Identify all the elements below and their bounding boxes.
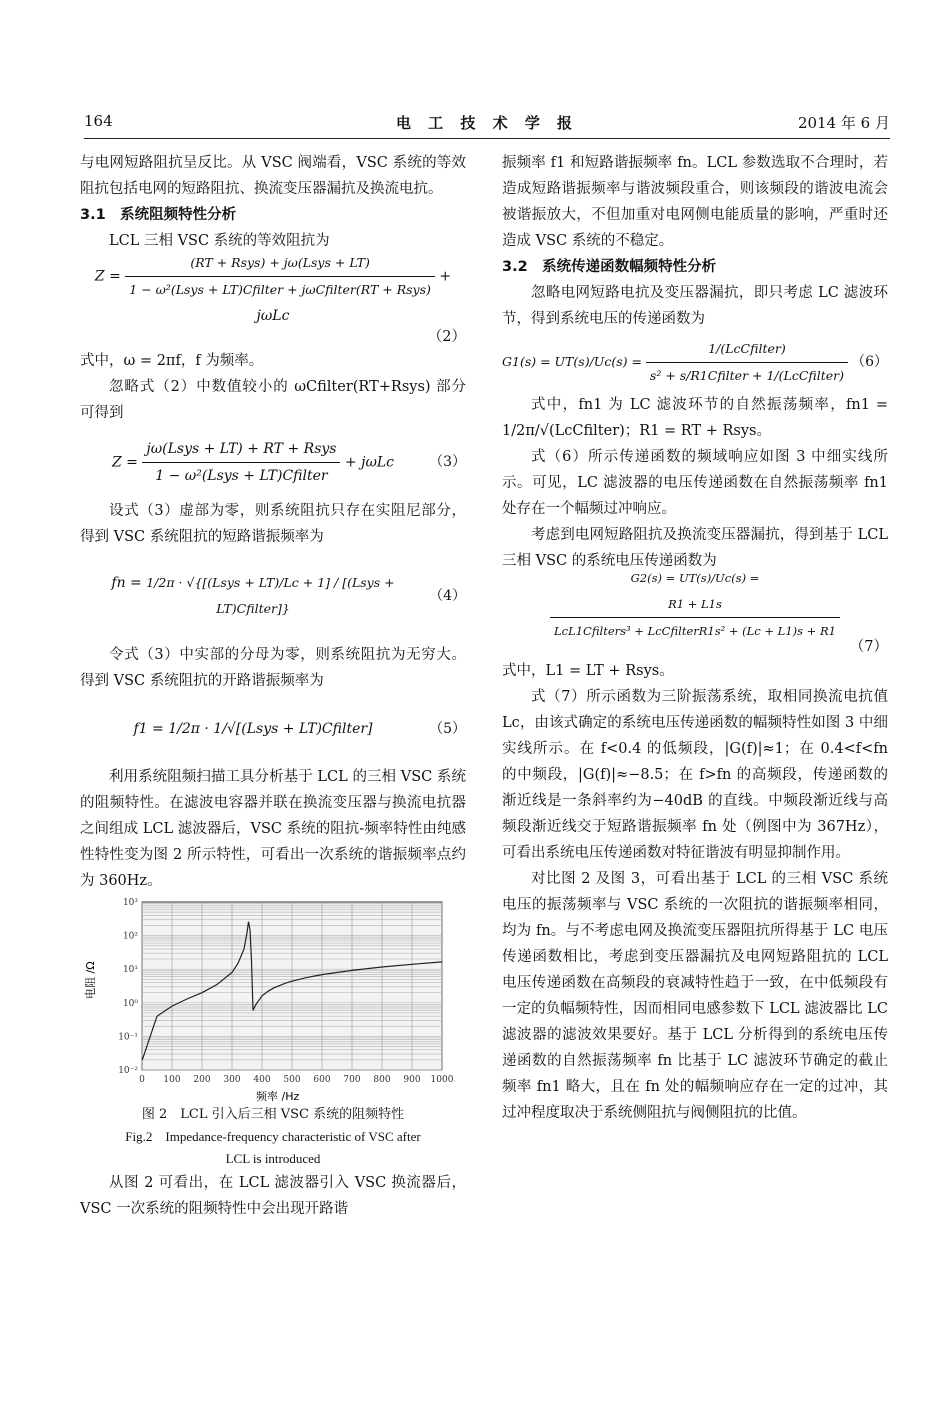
equation-7: G2(s) = UT(s)/Uc(s) = $\frac{R1 + L1s}{\text{LcL1Cfilters³ + LcCfilterR1s² + (Lc + L1)s + R1}}$: [502, 574, 888, 634]
y-tick-label: 10³: [122, 898, 138, 908]
x-tick-label: 1000: [430, 1075, 454, 1085]
y-tick-label: 10⁻¹: [118, 1032, 138, 1043]
paragraph: 忽略电网短路电抗及变压器漏抗，即只考虑 LC 滤波环节，得到系统电压的传递函数为: [502, 285, 888, 327]
section-heading-3-1: 3.1 系统阻频特性分析: [80, 207, 237, 223]
page-header: [84, 112, 890, 139]
paragraph: 振频率 f1 和短路谐振频率 fn。LCL 参数选取不合理时，若造成短路谐振频率与谐波频段重合，则该频段的谐波电流会被谐振放大，不但加重对电网侧电能质量的影响，严重时还造成 VSC 系统的不稳定。: [502, 155, 888, 249]
equation-6: G1(s) = UT(s)/Uc(s) = $\frac{\text{1/(LcCfilter)}}{\text{s² + s/R1Cfilter + 1/(LcCfilter)}}$ （6）: [502, 332, 888, 392]
paragraph: 忽略式（2）中数值较小的 ωCfilter(RT+Rsys) 部分可得到: [80, 379, 466, 421]
paragraph: 式中，ω = 2πf，f 为频率。: [80, 353, 264, 369]
left-column: [80, 150, 466, 1222]
y-tick-label: 10⁰: [122, 998, 138, 1009]
paragraph: 式中，fn1 为 LC 滤波环节的自然振荡频率，fn1 = 1/2π/√(LcCfilter)；R1 = RT + Rsys。: [502, 397, 888, 439]
paragraph: 对比图 2 及图 3，可看出基于 LCL 的三相 VSC 系统电压的振荡频率与 VSC 系统的一次阻抗的谐振频率相同，均为 fn。与不考虑电网及换流变压器阻抗所得基于 LC 电压传递函数相比，考虑到变压器漏抗及电网短路阻抗的 LCL 电压传递函数在高频段的衰减特性趋于一致，在中低频段有一定的负幅频特性，因而相同电感参数下 LCL 滤波器比 LC 滤波器的滤波效果要好。基于 LCL 分析得到的系统电压传递函数的自然振荡频率 fn 比基于 LC 滤波环节确定的截止频率 fn1 略大，且在 fn 处的幅频响应存在一定的过冲，其过冲程度取决于系统侧阻抗与阀侧阻抗的比值。: [502, 871, 888, 1121]
equation-4: fn = 1/2π · √{[(Lsys + LT)/Lc + 1] / [(Lsys + LT)Cfilter]} （4）: [111, 575, 466, 616]
right-column: [502, 150, 888, 1126]
x-tick-label: 100: [163, 1075, 181, 1085]
paragraph: 式（7）所示函数为三阶振荡系统，取相同换流电抗值 Lc，由该式确定的系统电压传递函数的幅频特性如图 3 中细实线所示。在 f<0.4 的低频段，|G(f)|≈1；在 0.4<f<fn 的中频段，|G(f)|≈−8.5；在 f>fn 的高频段，传递函数的渐近线是一条斜率约为−40dB 的直线。中频段渐近线与高频段渐近线交于短路谐振频率 fn 处（例图中为 367Hz），可看出系统电压传递函数对特征谐波有明显抑制作用。: [502, 689, 888, 861]
paragraph: 考虑到电网短路阻抗及换流变压器漏抗，得到基于 LCL 三相 VSC 的系统电压传递函数为: [502, 527, 888, 569]
journal-title: 电 工 技 术 学 报: [395, 114, 579, 132]
paragraph: 利用系统阻频扫描工具分析基于 LCL 的三相 VSC 系统的阻频特性。在滤波电容器并联在换流变压器与换流电抗器之间组成 LCL 滤波器后，VSC 系统的阻抗-频率特性由纯感性特性变为图 2 所示特性，可看出一次系统的谐振频率点约为 360Hz。: [80, 769, 466, 889]
paragraph: 式中，L1 = LT + Rsys。: [502, 663, 674, 679]
figure-caption-en: Fig.2 Impedance-frequency characteristic of VSC after: [125, 1129, 421, 1144]
issue-date: 2014 年 6 月: [797, 114, 890, 132]
y-tick-label: 10²: [122, 931, 138, 942]
paragraph: 设式（3）虚部为零，则系统阻抗只存在实阻尼部分，得到 VSC 系统阻抗的短路谐振频率为: [80, 503, 466, 545]
x-axis-label: 频率 /Hz: [256, 1090, 300, 1103]
section-heading-3-2: 3.2 系统传递函数幅频特性分析: [502, 259, 717, 275]
figure-2: [80, 894, 466, 1104]
y-tick-label: 10⁻²: [118, 1066, 138, 1076]
paragraph: 式（6）所示传递函数的频域响应如图 3 中细实线所示。可见，LC 滤波器的电压传递函数在自然振荡频率 fn1 处存在一个幅频过冲响应。: [502, 449, 888, 517]
paragraph: 从图 2 可看出，在 LCL 滤波器引入 VSC 换流器后，VSC 一次系统的阻频特性中会出现开路谐: [80, 1175, 466, 1217]
page-number: 164: [84, 112, 113, 130]
x-tick-label: 900: [403, 1075, 421, 1085]
figure-caption-cn: 图 2 LCL 引入后三相 VSC 系统的阻频特性: [141, 1107, 405, 1122]
x-tick-label: 800: [373, 1075, 391, 1085]
paragraph: 令式（3）中实部的分母为零，则系统阻抗为无穷大。得到 VSC 系统阻抗的开路谐振频率为: [80, 647, 466, 689]
equation-number: （7）: [849, 639, 888, 655]
x-tick-label: 0: [139, 1075, 145, 1085]
equation-5: f1 = 1/2π · 1/√[(Lsys + LT)Cfilter] （5）: [133, 721, 466, 737]
x-tick-label: 300: [223, 1075, 241, 1085]
paragraph: LCL 三相 VSC 系统的等效阻抗为: [109, 233, 330, 249]
y-axis-label: 电阻 /Ω: [84, 961, 97, 999]
x-tick-label: 400: [253, 1075, 271, 1085]
x-tick-label: 500: [283, 1075, 301, 1085]
x-tick-label: 600: [313, 1075, 331, 1085]
equation-number: （2）: [427, 329, 466, 345]
x-tick-label: 700: [343, 1075, 361, 1085]
x-tick-label: 200: [193, 1075, 211, 1085]
paragraph: 与电网短路阻抗呈反比。从 VSC 阀端看，VSC 系统的等效阻抗包括电网的短路阻抗、换流变压器漏抗及换流电抗。: [80, 155, 466, 197]
equation-2: Z = $\frac{\text{(RT + Rsys) + jω(Lsys + LT)}}{\text{1 − ω²(Lsys + LT)Cfilter + jωCfilter(RT + Rsys)}}$ + jωLc: [80, 254, 466, 324]
impedance-frequency-chart: [80, 894, 466, 1104]
figure-caption-en: LCL is introduced: [225, 1151, 321, 1166]
equation-3: Z = $\frac{\text{jω(Lsys + LT) + RT + Rsys}}{\text{1 − ω²(Lsys + LT)Cfilter}}$ + jωLc （3）: [80, 426, 466, 498]
y-tick-label: 10¹: [122, 965, 138, 976]
